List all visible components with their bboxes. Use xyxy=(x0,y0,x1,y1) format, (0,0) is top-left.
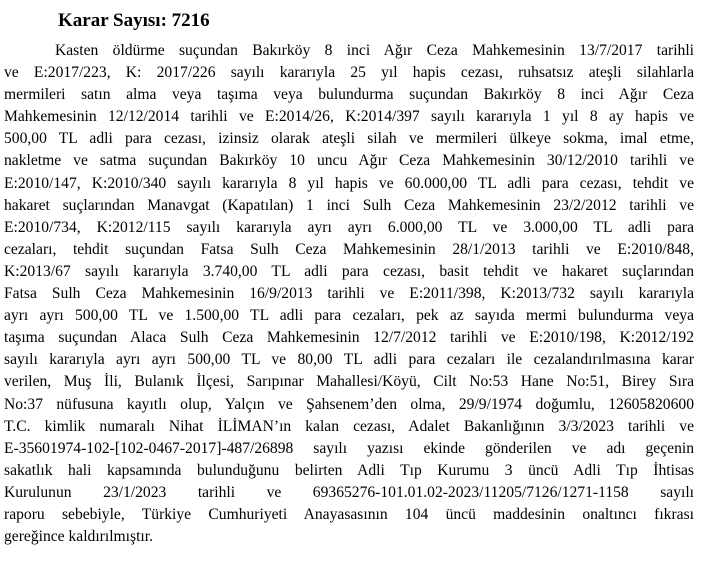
paragraph-line: hakaret suçlarından Manavgat (Kapatılan) 1 inci Sulh Ceza Mahkemesinin 23/2/2012 tarihli ve xyxy=(4,196,694,214)
paragraph-line: T.C. kimlik numaralı Nihat İLİMAN’ın kalan cezası, Adalet Bakanlığının 3/3/2023 tarihli ve xyxy=(4,417,694,435)
decision-document xyxy=(4,8,694,548)
paragraph-line: mermileri satın alma veya taşıma veya bulundurma suçundan Bakırköy 8 inci Ağır Ceza xyxy=(4,86,694,104)
paragraph-line: E-35601974-102-[102-0467-2017]-487/26898 sayılı yazısı ekinde gönderilen ve adı geçenin xyxy=(4,439,694,457)
decision-number-heading: Karar Sayısı: 7216 xyxy=(58,10,210,31)
paragraph-line: Kasten öldürme suçundan Bakırköy 8 inci Ağır Ceza Mahkemesinin 13/7/2017 tarihli xyxy=(55,42,694,59)
paragraph-line: ve E:2017/223, K: 2017/226 sayılı kararıyla 25 yıl hapis cezası, ruhsatsız ateşli silahlarla xyxy=(4,64,694,82)
paragraph-line: E:2010/734, K:2012/115 sayılı kararıyla ayrı ayrı 6.000,00 TL ve 3.000,00 TL adli para xyxy=(4,218,694,236)
paragraph-line: E:2010/147, K:2010/340 sayılı kararıyla 8 yıl hapis ve 60.000,00 TL adli para cezası, tehdit ve xyxy=(4,174,694,192)
decision-body-paragraph xyxy=(4,40,694,548)
paragraph-line: sakatlık hali kapsamında bulunduğunu belirten Adli Tıp Kurumu 3 üncü Adli Tıp İhtisas xyxy=(4,461,694,479)
paragraph-line: raporu sebebiyle, Türkiye Cumhuriyeti Anayasasının 104 üncü maddesinin onaltıncı fıkrası xyxy=(4,505,694,523)
paragraph-line: verilen, Muş İli, Bulanık İlçesi, Sarıpınar Mahallesi/Köyü, Cilt No:53 Hane No:51, Birey Sıra xyxy=(4,373,694,391)
paragraph-line: cezaları, tehdit suçundan Fatsa Sulh Ceza Mahkemesinin 28/1/2013 tarihli ve E:2010/848, xyxy=(4,240,694,258)
paragraph-line: K:2013/67 sayılı kararıyla 3.740,00 TL adli para cezası, basit tehdit ve hakaret suçlarından xyxy=(4,262,694,280)
paragraph-line: gereğince kaldırılmıştır. xyxy=(4,528,153,546)
paragraph-line: nakletme ve satma suçundan Bakırköy 10 uncu Ağır Ceza Mahkemesinin 30/12/2010 tarihli ve xyxy=(4,152,694,170)
paragraph-line: sayılı kararıyla ayrı ayrı 500,00 TL ve 80,00 TL adli para cezaları ile cezalandırılmasına karar xyxy=(4,351,694,369)
paragraph-line: Mahkemesinin 12/12/2014 tarihli ve E:2014/26, K:2014/397 sayılı kararıyla 1 yıl 8 ay hapis ve xyxy=(4,108,694,126)
paragraph-line: Fatsa Sulh Ceza Mahkemesinin 16/9/2013 tarihli ve E:2011/398, K:2013/732 sayılı kararıyla xyxy=(4,285,694,303)
paragraph-line: No:37 nüfusuna kayıtlı olup, Yalçın ve Şahsenem’den olma, 29/9/1974 doğumlu, 12605820600 xyxy=(4,395,694,413)
paragraph-line: Kurulunun 23/1/2023 tarihli ve 69365276-101.01.02-2023/11205/7126/1271-1158 sayılı xyxy=(4,483,694,501)
paragraph-line: ayrı ayrı 500,00 TL ve 1.500,00 TL adli para cezaları, pek az sayıda mermi bulundurma veya xyxy=(4,307,694,325)
paragraph-line: taşıma suçundan Alaca Sulh Ceza Mahkemesinin 12/7/2012 tarihli ve E:2010/198, K:2012/192 xyxy=(4,329,694,347)
paragraph-line: 500,00 TL adli para cezası, izinsiz olarak ateşli silah ve mermileri ülkeye sokma, imal etme, xyxy=(4,130,694,148)
